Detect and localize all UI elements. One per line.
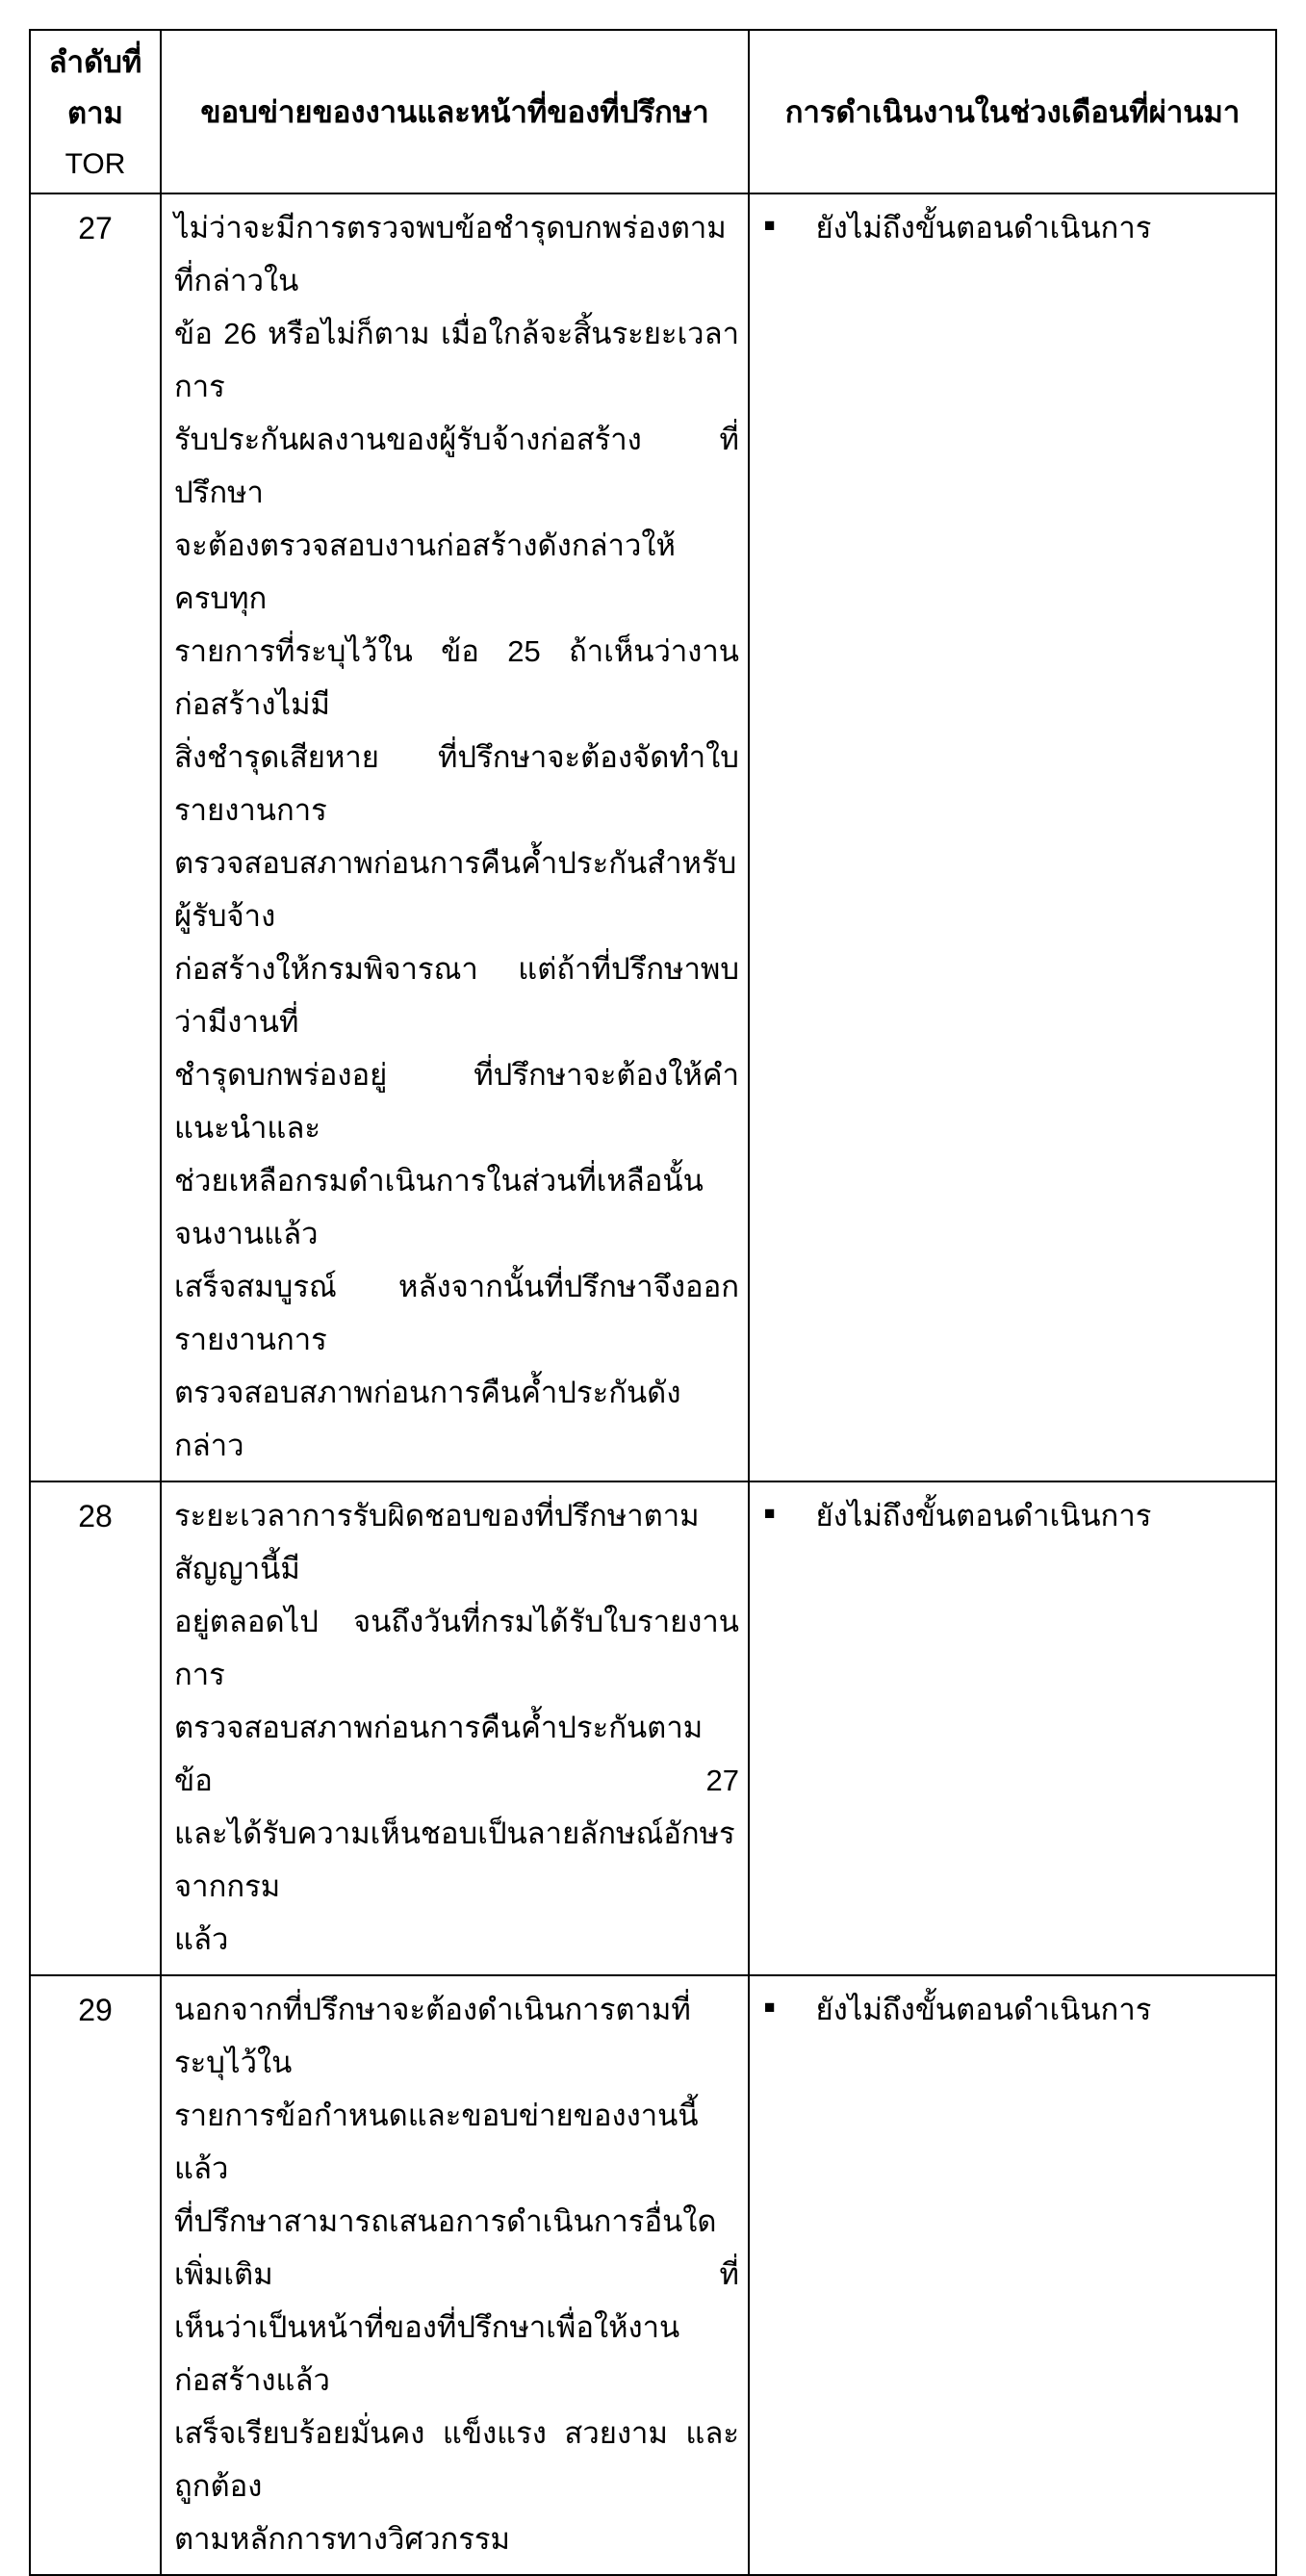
text-line: ก่อสร้างให้กรมพิจารณา แต่ถ้าที่ปรึกษาพบว่ามีงานที่ bbox=[174, 952, 739, 1039]
header-tor-number bbox=[30, 30, 161, 193]
scope-paragraph bbox=[174, 1983, 739, 2565]
status-cell bbox=[749, 1975, 1276, 2575]
text-line: ชำรุดบกพร่องอยู่ ที่ปรึกษาจะต้องให้คำแนะนำและ bbox=[174, 1058, 739, 1145]
table-row-27 bbox=[30, 193, 1276, 1481]
text-line: อยู่ตลอดไป จนถึงวันที่กรมได้รับใบรายงานการ bbox=[174, 1605, 739, 1691]
square-bullet-icon: ■ bbox=[764, 1504, 776, 1524]
header-row bbox=[30, 30, 1276, 193]
text-line: ตรวจสอบสภาพก่อนการคืนค้ำประกันสำหรับผู้รับจ้าง bbox=[174, 846, 737, 933]
tor-number-cell: 29 bbox=[30, 1975, 161, 2575]
header-tor-number-line1: ลำดับที่ bbox=[48, 45, 142, 79]
scope-paragraph bbox=[174, 1489, 739, 1966]
header-progress: การดำเนินงานในช่วงเดือนที่ผ่านมา bbox=[749, 30, 1276, 193]
status-item bbox=[764, 201, 1268, 254]
text-line: แล้ว bbox=[174, 1922, 229, 1956]
table-row-29 bbox=[30, 1975, 1276, 2575]
status-cell bbox=[749, 193, 1276, 1481]
text-line: และได้รับความเห็นชอบเป็นลายลักษณ์อักษรจากกรม bbox=[174, 1816, 735, 1903]
text-line: ข้อ 26 หรือไม่ก็ตาม เมื่อใกล้จะสิ้นระยะเวลาการ bbox=[174, 317, 739, 403]
text-line: ที่ปรึกษาสามารถเสนอการดำเนินการอื่นใดเพิ่มเติม ที่ bbox=[174, 2204, 739, 2291]
text-line: สิ่งชำรุดเสียหาย ที่ปรึกษาจะต้องจัดทำใบรายงานการ bbox=[174, 740, 739, 827]
text-line: ระยะเวลาการรับผิดชอบของที่ปรึกษาตามสัญญานี้มี bbox=[174, 1499, 700, 1585]
status-cell bbox=[749, 1481, 1276, 1975]
text-line: นอกจากที่ปรึกษาจะต้องดำเนินการตามที่ระบุไว้ใน bbox=[174, 1993, 691, 2079]
text-line: เสร็จเรียบร้อยมั่นคง แข็งแรง สวยงาม และถูกต้อง bbox=[174, 2416, 739, 2503]
text-line: ช่วยเหลือกรมดำเนินการในส่วนที่เหลือนั้นจนงานแล้ว bbox=[174, 1164, 704, 1250]
header-tor-number-line2: ตาม bbox=[67, 96, 123, 130]
table-row-28 bbox=[30, 1481, 1276, 1975]
status-item bbox=[764, 1983, 1268, 2036]
scope-paragraph bbox=[174, 201, 739, 1472]
scope-cell bbox=[161, 1481, 749, 1975]
status-text: ยังไม่ถึงขั้นตอนดำเนินการ bbox=[815, 1499, 1152, 1533]
tor-number-cell: 28 bbox=[30, 1481, 161, 1975]
status-text: ยังไม่ถึงขั้นตอนดำเนินการ bbox=[815, 211, 1152, 245]
text-line: รายการข้อกำหนดและขอบข่ายของงานนี้แล้ว bbox=[174, 2099, 699, 2185]
text-line: เห็นว่าเป็นหน้าที่ของที่ปรึกษาเพื่อให้งานก่อสร้างแล้ว bbox=[174, 2310, 680, 2397]
text-line: รายการที่ระบุไว้ใน ข้อ 25 ถ้าเห็นว่างานก่อสร้างไม่มี bbox=[174, 634, 739, 721]
tor-progress-table bbox=[29, 29, 1277, 2576]
text-line: ตรวจสอบสภาพก่อนการคืนค้ำประกันดังกล่าว bbox=[174, 1376, 681, 1462]
tor-number-cell: 27 bbox=[30, 193, 161, 1481]
text-line: จะต้องตรวจสอบงานก่อสร้างดังกล่าวให้ ครบทุก bbox=[174, 528, 693, 615]
header-tor-number-line3: TOR bbox=[64, 148, 126, 180]
text-line: ตรวจสอบสภาพก่อนการคืนค้ำประกันตามข้อ 27 bbox=[174, 1711, 739, 1797]
scope-cell bbox=[161, 193, 749, 1481]
status-item bbox=[764, 1489, 1268, 1542]
text-line: ไม่ว่าจะมีการตรวจพบข้อชำรุดบกพร่องตามที่กล่าวใน bbox=[174, 211, 727, 297]
text-line: รับประกันผลงานของผู้รับจ้างก่อสร้าง ที่ปรึกษา bbox=[174, 423, 739, 509]
header-scope: ขอบข่ายของงานและหน้าที่ของที่ปรึกษา bbox=[161, 30, 749, 193]
square-bullet-icon: ■ bbox=[764, 216, 776, 236]
text-line: ตามหลักการทางวิศวกรรม bbox=[174, 2522, 510, 2556]
status-text: ยังไม่ถึงขั้นตอนดำเนินการ bbox=[815, 1993, 1152, 2026]
text-line: เสร็จสมบูรณ์ หลังจากนั้นที่ปรึกษาจึงออกรายงานการ bbox=[174, 1270, 739, 1356]
scope-cell bbox=[161, 1975, 749, 2575]
square-bullet-icon: ■ bbox=[764, 1997, 776, 2018]
